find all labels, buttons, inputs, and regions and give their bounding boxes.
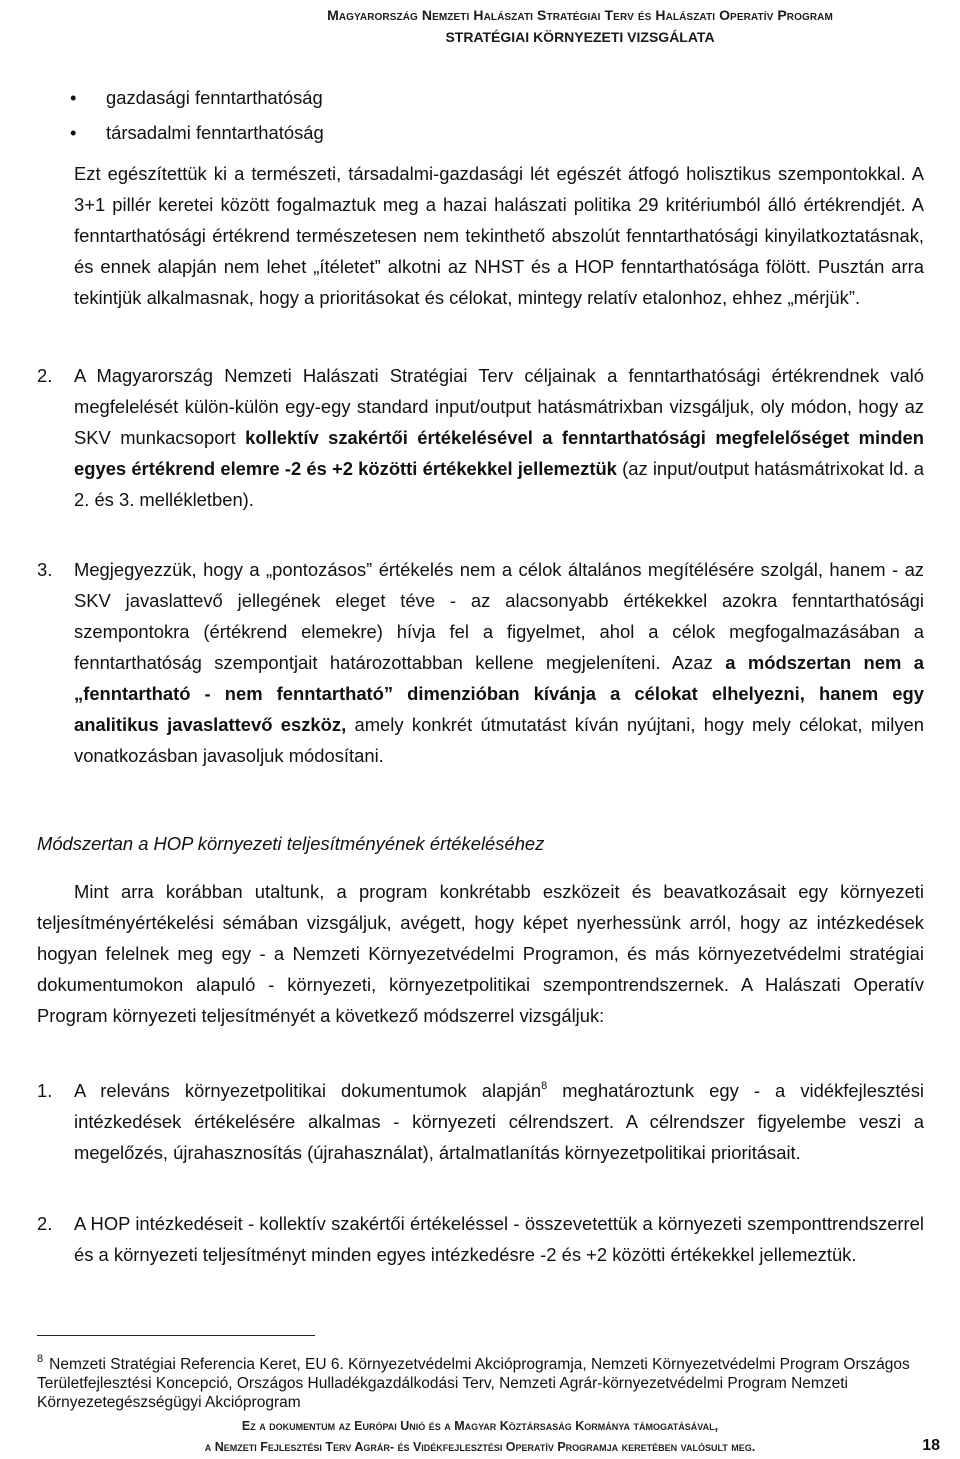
bullet-icon: •	[70, 87, 77, 108]
header-title: Magyarország Nemzeti Halászati Stratégiai Terv és Halászati Operatív Program	[327, 7, 833, 23]
list-number: 2.	[37, 1213, 53, 1234]
header-subtitle: STRATÉGIAI KÖRNYEZETI VIZSGÁLATA	[445, 29, 715, 45]
paragraph-text: Mint arra korábban utaltunk, a program konkrétabb eszközeit és beavatkozásait egy környezeti teljesítményértékelési sémában vizsgáljuk, avégett, hogy képet nyerhessünk arról, hogy az intézkedések hogyan felelnek meg egy - a Nemzeti Környezetvédelmi Programon, és más környezetvédelmi stratégiai dokumentumokon alapuló - környezeti, környezetpolitikai szempontrendszernek. A Halászati Operatív Program környezeti teljesítményét a következő módszerrel vizsgáljuk:	[37, 881, 924, 1026]
list-item-text: Megjegyezzük, hogy a „pontozásos” értékelés nem a célok általános megítélésére szolgál, hanem - az SKV javaslattevő jellegének eleget téve - az alacsonyabb értékekkel azokra fenntarthatósági szempontokra (értékrend elemekre) hívja fel a figyelmet, ahol a célok megfogalmazásában a fenntarthatóság szempontjait határozottabban kellene megjeleníteni. Azaz	[74, 559, 924, 673]
footer-line: a Nemzeti Fejlesztési Terv Agrár- és Vidékfejlesztési Operatív Programja keretében valósult meg.	[204, 1440, 756, 1454]
list-item-text: meghatároztunk egy - a vidékfejlesztési intézkedések értékelésére alkalmas - környezeti célrendszert. A célrendszer figyelembe veszi a megelőzés, újrahasznosítás (újrahasználat), ártalmatlanítás környezetpolitikai prioritásait.	[74, 1080, 925, 1163]
section-heading: Módszertan a HOP környezeti teljesítményének értékeléséhez	[37, 833, 545, 854]
footnote-separator	[37, 1335, 315, 1336]
paragraph-text: Ezt egészítettük ki a természeti, társadalmi-gazdasági lét egészét átfogó holisztikus szempontokkal. A 3+1 pillér keretei között fogalmaztuk meg a hazai halászati politika 29 kritériumból álló értékrendjét. A fenntarthatósági értékrend természetesen nem tekinthető abszolút fenntarthatósági kinyilatkoztatásnak, és ennek alapján nem lehet „ítéletet” alkotni az NHST és a HOP fenntarthatósága fölött. Pusztán arra tekintjük alkalmasnak, hogy a prioritásokat és célokat, mintegy relatív etalonhoz, ehhez „mérjük”.	[74, 163, 924, 308]
list-number: 1.	[37, 1080, 53, 1101]
list-number: 3.	[37, 559, 53, 580]
footnote-ref[interactable]: 8	[541, 1080, 548, 1092]
footnote-number: 8	[37, 1353, 44, 1365]
bullet-icon: •	[70, 122, 77, 143]
list-item-text: A HOP intézkedéseit - kollektív szakértői értékeléssel - összevetettük a környezeti szemponttrendszerrel és a környezeti teljesítményt minden egyes intézkedésre -2 és +2 közötti értékekkel jellemeztük.	[74, 1213, 924, 1265]
list-item-bold-text: a módszertan nem a „fenntartható - nem fenntartható” dimenzióban kívánja a célokat elhelyezni, hanem egy analitikus javaslattevő eszköz,	[74, 652, 924, 735]
list-item-text: (az input/output hatásmátrixokat ld. a 2. és 3. mellékletben).	[74, 458, 924, 510]
list-item	[74, 554, 924, 771]
page-header	[230, 4, 930, 48]
list-item-text: amely konkrét útmutatást kíván nyújtani, hogy mely célokat, milyen vonatkozásban javasoljuk módosítani.	[74, 714, 924, 766]
bullet-text: társadalmi fenntarthatóság	[106, 122, 324, 143]
page-number: 18	[922, 1437, 940, 1454]
list-item	[74, 360, 924, 515]
footnote-text: Nemzeti Stratégiai Referencia Keret, EU 6. Környezetvédelmi Akcióprogramja, Nemzeti Környezetvédelmi Program Országos Területfejlesztési Koncepció, Országos Hulladékgazdálkodási Terv, Nemzeti Agrár-környezetvédelmi Program Nemzeti Környezetegészségügyi Akcióprogram	[37, 1356, 910, 1411]
list-item-text: A Magyarország Nemzeti Halászati Stratégiai Terv céljainak a fenntarthatósági értékrendnek való megfelelését külön-külön egy-egy standard input/output hatásmátrixban vizsgáljuk, oly módon, hogy az SKV munkacsoport	[74, 365, 924, 448]
list-item	[74, 1075, 924, 1168]
list-item-bold-text: kollektív szakértői értékelésével a fenntarthatósági megfelelőséget minden egyes értékrend elemre -2 és +2 közötti értékekkel jellemeztük	[74, 427, 925, 479]
list-item	[74, 1208, 924, 1270]
list-item-text: A releváns környezetpolitikai dokumentumok alapján	[74, 1080, 542, 1101]
paragraph	[74, 158, 924, 313]
footer-line: Ez a dokumentum az Európai Unió és a Magyar Köztársaság Kormánya támogatásával,	[241, 1419, 719, 1433]
footnote	[37, 1350, 917, 1412]
paragraph	[37, 876, 924, 1031]
list-number: 2.	[37, 365, 53, 386]
bullet-text: gazdasági fenntarthatóság	[106, 87, 323, 108]
